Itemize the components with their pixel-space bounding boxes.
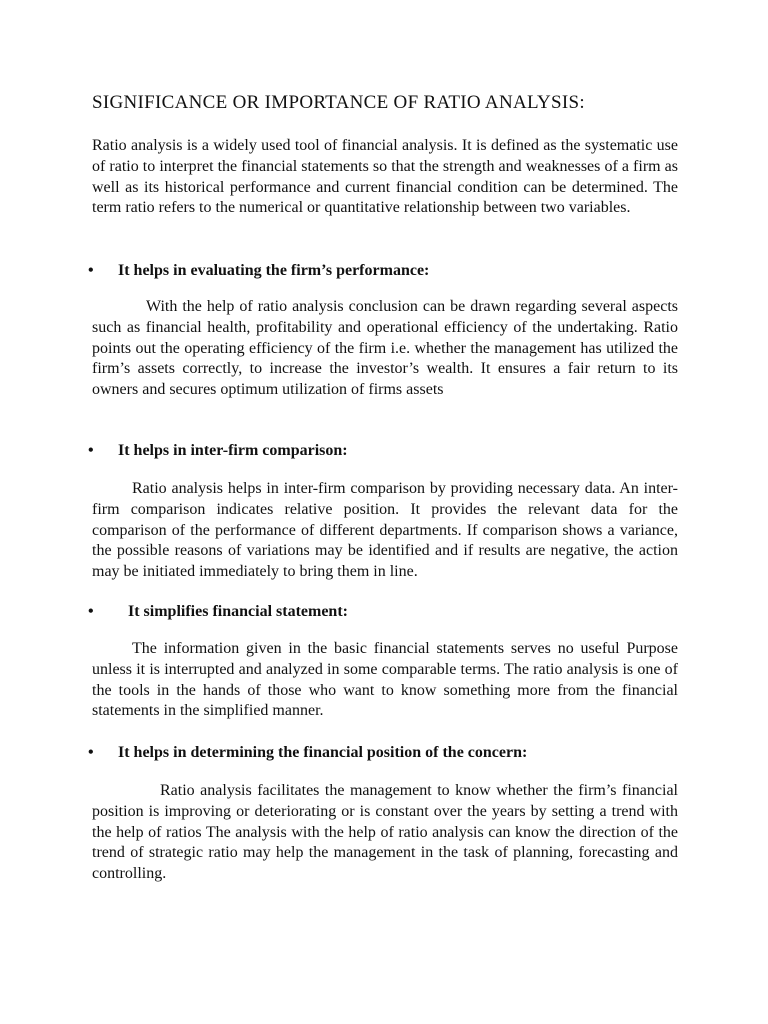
section-heading-performance xyxy=(88,262,429,280)
bullet-icon: • xyxy=(88,442,94,459)
section-heading-text: It helps in evaluating the firm’s performance: xyxy=(118,262,430,279)
section-heading-simplifies xyxy=(88,603,348,621)
section-heading-text: It helps in determining the financial position of the concern: xyxy=(118,744,528,761)
section-heading-inter-firm xyxy=(88,442,348,460)
bullet-icon: • xyxy=(88,744,94,761)
section-heading-text: It helps in inter-firm comparison: xyxy=(118,442,348,459)
section-body-simplifies: The information given in the basic financial statements serves no useful Purpose unless it is interrupted and analyzed in some comparable terms. The ratio analysis is one of the tools in the hands of those who want to know something more from the financial statements in the simplified manner. xyxy=(92,640,678,720)
intro-paragraph: Ratio analysis is a widely used tool of financial analysis. It is defined as the systematic use of ratio to interpret the financial statements so that the strength and weaknesses of a firm as well as its historical performance and current financial condition can be determined. The term ratio refers to the numerical or quantitative relationship between two variables. xyxy=(92,137,678,217)
section-heading-text: It simplifies financial statement: xyxy=(128,603,348,620)
section-body-inter-firm: Ratio analysis helps in inter-firm comparison by providing necessary data. An inter-firm comparison indicates relative position. It provides the relevant data for the comparison of the performance of different departments. If comparison shows a variance, the possible reasons of variations may be identified and if results are negative, the action may be initiated immediately to bring them in line. xyxy=(92,480,678,581)
section-heading-financial-position xyxy=(88,744,527,762)
bullet-icon: • xyxy=(88,262,94,279)
section-body-performance: With the help of ratio analysis conclusion can be drawn regarding several aspects such as financial health, profitability and operational efficiency of the undertaking. Ratio points out the operating efficiency of the firm i.e. whether the management has utilized the firm’s assets correctly, to increase the investor’s wealth. It ensures a fair return to its owners and secures optimum utilization of firms assets xyxy=(92,298,678,399)
section-body-financial-position: Ratio analysis facilitates the management to know whether the firm’s financial position is improving or deteriorating or is constant over the years by setting a trend with the help of ratios The analysis with the help of ratio analysis can know the direction of the trend of strategic ratio may help the management in the task of planning, forecasting and controlling. xyxy=(92,782,678,883)
page-title: SIGNIFICANCE OR IMPORTANCE OF RATIO ANALYSIS: xyxy=(92,92,585,113)
bullet-icon: • xyxy=(88,603,94,620)
